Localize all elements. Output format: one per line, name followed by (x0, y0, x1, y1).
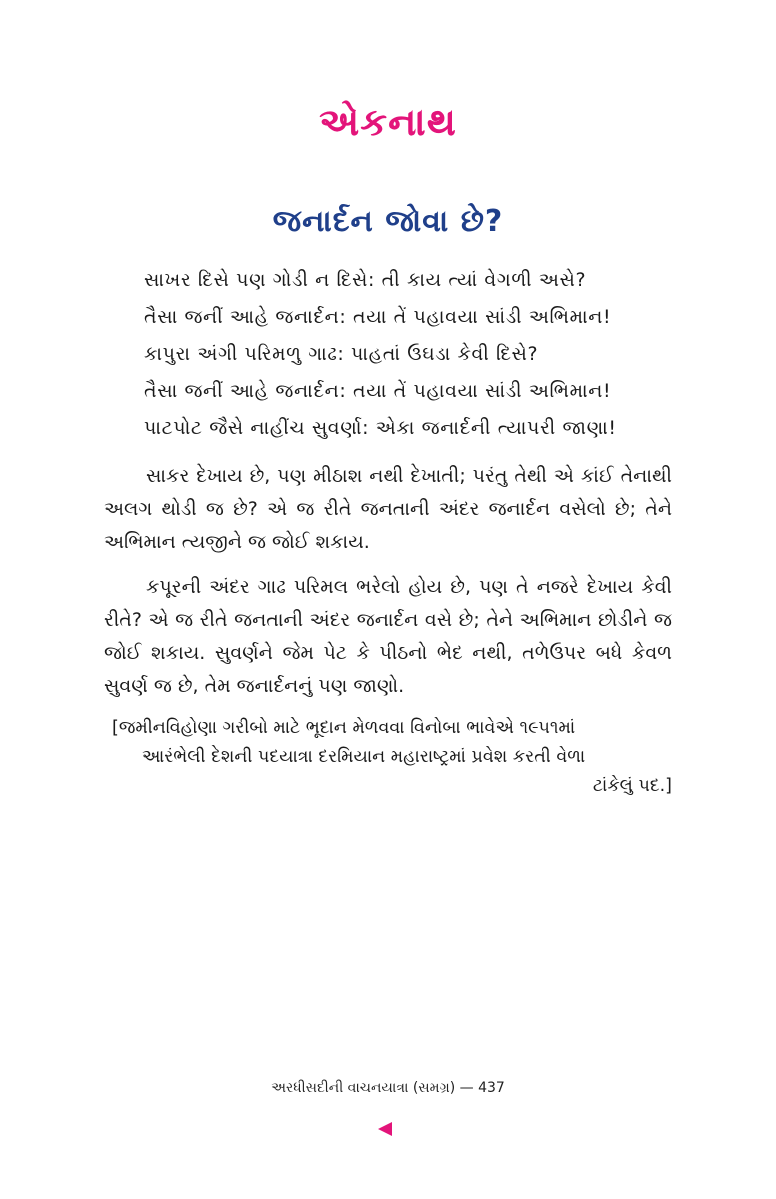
verse-line: તૈસા જનીં આહે જનાર્દન: તયા તેં પહાવયા સાંડી અભિમાન! (144, 380, 612, 402)
verse-line: કાપુરા અંગી પરિમળુ ગાઢ: પાહતાં ઉઘડા કેવી દિસે? (144, 343, 539, 365)
author-heading: એકનાથ (319, 100, 457, 144)
prose-paragraph-2 (104, 571, 672, 703)
note-line: ટાંકેલું પદ.] (592, 776, 672, 796)
verse-line: સાખર દિસે પણ ગોડી ન દિસે: તી કાય ત્યાં વેગળી અસે? (144, 269, 587, 291)
verse-line: પાટપોટ જૈસે નાહીંચ સુવર્ણા: એકા જનાર્દની ત્યાપરી જાણા! (144, 417, 617, 439)
editorial-note (112, 714, 672, 801)
note-line: [જમીનવિહોણા ગરીબો માટે ભૂદાન મેળવવા વિનોબા ભાવેએ ૧૯૫૧માં (112, 718, 576, 738)
paragraph-text: કપૂરની અંદર ગાઢ પરિમલ ભરેલો હોય છે, પણ તે નજરે દેખાય કેવી રીતે? એ જ રીતે જનતાની અંદર જનાર્દન વસે છે; તેને અભિમાન છોડીને જ જોઈ શકાય. સુવર્ણને જેમ પેટ કે પીઠનો ભેદ નથી, તળેઉપર બધે કેવળ સુવર્ણ જ છે, તેમ જનાર્દનનું પણ જાણો. (104, 576, 672, 697)
prose-paragraph-1 (104, 460, 672, 559)
verse-line: તૈસા જનીં આહે જનાર્દન: તયા તેં પહાવયા સાંડી અભિમાન! (144, 306, 612, 328)
poem-title: જનાર્દન જોવા છે? (272, 204, 504, 239)
left-arrow-icon[interactable] (378, 1122, 392, 1136)
page-footer: અરધીસદીની વાચનયાત્રા (સમગ્ર) — 437 (271, 1080, 505, 1096)
paragraph-text: સાકર દેખાય છે, પણ મીઠાશ નથી દેખાતી; પરંતુ તેથી એ કાંઈ તેનાથી અલગ થોડી જ છે? એ જ રીતે જનતાની અંદર જનાર્દન વસેલો છે; તેને અભિમાન ત્યજીને જ જોઈ શકાય. (104, 465, 672, 553)
verse-block (144, 268, 674, 453)
note-line: આરંભેલી દેશની પદયાત્રા દરમિયાન મહારાષ્ટ્રમાં પ્રવેશ કરતી વેળા (142, 747, 586, 767)
